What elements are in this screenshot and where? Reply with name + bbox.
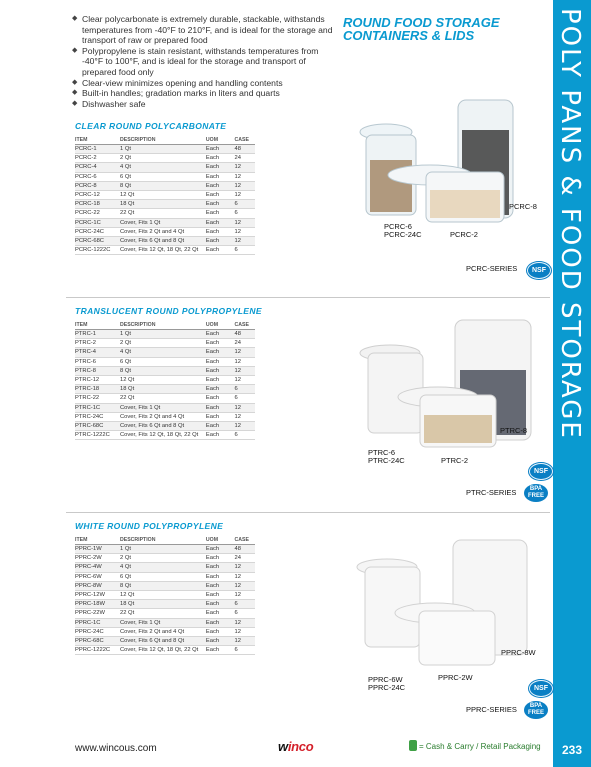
- table-row: [75, 600, 255, 609]
- table-cell-item: PCRC-24C: [75, 227, 120, 236]
- feature-item: ◆ Clear-view minimizes opening and handling contents: [72, 78, 334, 89]
- table-cell-uom: Each: [206, 366, 235, 375]
- table-row: [75, 236, 255, 245]
- table-cell-item: PCRC-12: [75, 190, 120, 199]
- table-cell-case: 12: [235, 163, 255, 172]
- table-cell-item: PPRC-12W: [75, 590, 120, 599]
- table-cell-uom: Each: [206, 646, 235, 655]
- table-cell-uom: Each: [206, 563, 235, 572]
- table-row: [75, 581, 255, 590]
- table-cell-uom: Each: [206, 163, 235, 172]
- feature-item: ◆ Polypropylene is stain resistant, withstands temperatures from -40°F to 100°F, and is ideal for the storage and transport of prepared food only: [72, 46, 334, 78]
- table-cell-uom: Each: [206, 172, 235, 181]
- photo-caption: PCRC-8: [509, 202, 537, 211]
- table-cell-case: 24: [235, 339, 255, 348]
- table-cell-uom: Each: [206, 431, 235, 440]
- table-cell-case: 6: [235, 609, 255, 618]
- table-cell-case: 12: [235, 636, 255, 645]
- table-cell-uom: Each: [206, 581, 235, 590]
- table-cell-item: PPRC-24C: [75, 627, 120, 636]
- feature-item: ◆ Clear polycarbonate is extremely durable, stackable, withstands temperatures from -40°F to 210°F, and is ideal for the storage and transport of raw or prepared food: [72, 14, 334, 46]
- table-cell-item: PTRC-2: [75, 339, 120, 348]
- table-cell-uom: Each: [206, 190, 235, 199]
- table-cell-item: PCRC-68C: [75, 236, 120, 245]
- table-cell-case: 12: [235, 227, 255, 236]
- table-cell-description: 8 Qt: [120, 581, 206, 590]
- product-table: [75, 137, 255, 255]
- table-cell-uom: Each: [206, 200, 235, 209]
- table-cell-description: Cover, Fits 12 Qt, 18 Qt, 22 Qt: [120, 646, 206, 655]
- photo-caption: PPRC-6W PPRC-24C: [368, 675, 406, 692]
- table-cell-item: PCRC-6: [75, 172, 120, 181]
- table-cell-item: PTRC-8: [75, 366, 120, 375]
- table-row: [75, 375, 255, 384]
- table-cell-case: 12: [235, 172, 255, 181]
- table-row: [75, 181, 255, 190]
- table-cell-uom: Each: [206, 590, 235, 599]
- series-label: PPRC-SERIES: [466, 705, 517, 714]
- table-cell-item: PPRC-1C: [75, 618, 120, 627]
- table-cell-description: 1 Qt: [120, 545, 206, 554]
- table-cell-item: PTRC-24C: [75, 412, 120, 421]
- table-cell-case: 12: [235, 357, 255, 366]
- table-row: [75, 163, 255, 172]
- table-row: [75, 636, 255, 645]
- table-cell-item: PCRC-2: [75, 154, 120, 163]
- table-cell-description: Cover, Fits 1 Qt: [120, 403, 206, 412]
- table-cell-uom: Each: [206, 246, 235, 255]
- table-cell-description: Cover, Fits 1 Qt: [120, 218, 206, 227]
- table-cell-description: 2 Qt: [120, 339, 206, 348]
- table-row: [75, 339, 255, 348]
- table-row: [75, 145, 255, 154]
- table-cell-description: Cover, Fits 2 Qt and 4 Qt: [120, 227, 206, 236]
- series-label: PTRC-SERIES: [466, 488, 517, 497]
- column-header-case: CASE: [235, 137, 255, 145]
- table-cell-description: 4 Qt: [120, 348, 206, 357]
- contents-shape: [424, 415, 492, 443]
- table-cell-item: PTRC-1222C: [75, 431, 120, 440]
- cash-carry-legend: = Cash & Carry / Retail Packaging: [419, 742, 541, 751]
- bpa-free-badge: BPA FREE: [524, 484, 548, 502]
- table-cell-uom: Each: [206, 339, 235, 348]
- table-cell-item: PTRC-22: [75, 394, 120, 403]
- table-cell-description: 22 Qt: [120, 394, 206, 403]
- table-header-row: [75, 537, 255, 545]
- feature-item: ◆ Dishwasher safe: [72, 99, 334, 110]
- table-cell-item: PPRC-4W: [75, 563, 120, 572]
- table-cell-description: 1 Qt: [120, 145, 206, 154]
- table-cell-item: PTRC-18: [75, 385, 120, 394]
- table-cell-uom: Each: [206, 600, 235, 609]
- table-cell-description: 22 Qt: [120, 209, 206, 218]
- page-title: [343, 16, 543, 42]
- table-cell-description: 6 Qt: [120, 357, 206, 366]
- table-row: [75, 403, 255, 412]
- column-header-description: DESCRIPTION: [120, 537, 206, 545]
- table-cell-case: 12: [235, 618, 255, 627]
- table-cell-uom: Each: [206, 181, 235, 190]
- table-cell-item: PPRC-1W: [75, 545, 120, 554]
- table-cell-case: 12: [235, 375, 255, 384]
- column-header-case: CASE: [235, 537, 255, 545]
- column-header-uom: UOM: [206, 137, 235, 145]
- table-cell-case: 6: [235, 431, 255, 440]
- table-cell-description: 6 Qt: [120, 572, 206, 581]
- section-divider: [66, 512, 550, 513]
- table-row: [75, 431, 255, 440]
- table-row: [75, 627, 255, 636]
- photo-caption: PTRC-2: [441, 456, 469, 465]
- product-table: [75, 322, 255, 440]
- bpa-free-badge: BPA FREE: [524, 701, 548, 719]
- feature-item: ◆ Built-in handles; gradation marks in liters and quarts: [72, 88, 334, 99]
- table-row: [75, 385, 255, 394]
- table-cell-case: 12: [235, 563, 255, 572]
- table-cell-item: PPRC-22W: [75, 609, 120, 618]
- table-cell-uom: Each: [206, 209, 235, 218]
- container-shape: [419, 611, 495, 665]
- table-cell-uom: Each: [206, 330, 235, 339]
- table-row: [75, 209, 255, 218]
- table-header-row: [75, 137, 255, 145]
- table-row: [75, 563, 255, 572]
- table-cell-case: 6: [235, 646, 255, 655]
- photo-caption: PCRC-6 PCRC-24C: [384, 222, 422, 239]
- table-cell-case: 12: [235, 627, 255, 636]
- table-cell-item: PCRC-8: [75, 181, 120, 190]
- table-cell-description: 8 Qt: [120, 181, 206, 190]
- table-row: [75, 357, 255, 366]
- table-row: [75, 330, 255, 339]
- contents-shape: [430, 190, 500, 218]
- table-cell-case: 12: [235, 190, 255, 199]
- table-cell-item: PCRC-1: [75, 145, 120, 154]
- table-cell-case: 6: [235, 200, 255, 209]
- table-row: [75, 394, 255, 403]
- table-cell-case: 6: [235, 246, 255, 255]
- table-cell-case: 12: [235, 581, 255, 590]
- column-header-case: CASE: [235, 322, 255, 330]
- table-row: [75, 421, 255, 430]
- table-cell-description: 6 Qt: [120, 172, 206, 181]
- photo-caption: PCRC-2: [450, 230, 478, 239]
- photo-caption: PTRC-6 PTRC-24C: [368, 448, 405, 465]
- table-cell-item: PCRC-18: [75, 200, 120, 209]
- table-cell-item: PCRC-1C: [75, 218, 120, 227]
- table-cell-description: 8 Qt: [120, 366, 206, 375]
- table-cell-case: 6: [235, 394, 255, 403]
- table-cell-description: 22 Qt: [120, 609, 206, 618]
- table-row: [75, 154, 255, 163]
- table-cell-item: PTRC-12: [75, 375, 120, 384]
- table-cell-uom: Each: [206, 609, 235, 618]
- table-header-row: [75, 322, 255, 330]
- winco-logo: winco: [278, 739, 314, 754]
- table-cell-case: 24: [235, 154, 255, 163]
- table-cell-case: 12: [235, 403, 255, 412]
- table-cell-item: PPRC-8W: [75, 581, 120, 590]
- table-cell-item: PPRC-1222C: [75, 646, 120, 655]
- table-row: [75, 246, 255, 255]
- table-cell-uom: Each: [206, 227, 235, 236]
- table-cell-item: PCRC-4: [75, 163, 120, 172]
- table-cell-description: 2 Qt: [120, 154, 206, 163]
- website-url: www.wincous.com: [75, 743, 157, 754]
- page-number: 233: [561, 743, 583, 757]
- table-cell-case: 6: [235, 209, 255, 218]
- table-row: [75, 554, 255, 563]
- series-label: PCRC-SERIES: [466, 264, 518, 273]
- table-cell-case: 12: [235, 181, 255, 190]
- section-title: CLEAR ROUND POLYCARBONATE: [75, 121, 227, 131]
- table-cell-description: 18 Qt: [120, 385, 206, 394]
- table-cell-uom: Each: [206, 403, 235, 412]
- table-cell-case: 12: [235, 421, 255, 430]
- table-cell-description: 18 Qt: [120, 200, 206, 209]
- table-row: [75, 218, 255, 227]
- table-cell-uom: Each: [206, 145, 235, 154]
- table-cell-uom: Each: [206, 375, 235, 384]
- table-row: [75, 572, 255, 581]
- table-cell-item: PPRC-6W: [75, 572, 120, 581]
- table-cell-case: 12: [235, 366, 255, 375]
- table-cell-item: PPRC-68C: [75, 636, 120, 645]
- table-cell-uom: Each: [206, 636, 235, 645]
- table-cell-description: Cover, Fits 2 Qt and 4 Qt: [120, 412, 206, 421]
- table-cell-description: 18 Qt: [120, 600, 206, 609]
- photo-caption: PPRC-8W: [501, 648, 536, 657]
- table-cell-case: 48: [235, 545, 255, 554]
- column-header-uom: UOM: [206, 537, 235, 545]
- cash-carry-bag-icon: [409, 740, 417, 751]
- nsf-badge: NSF: [529, 463, 553, 480]
- table-cell-description: Cover, Fits 2 Qt and 4 Qt: [120, 627, 206, 636]
- table-row: [75, 646, 255, 655]
- column-header-item: ITEM: [75, 322, 120, 330]
- photo-caption: PTRC-8: [500, 426, 528, 435]
- table-cell-description: Cover, Fits 12 Qt, 18 Qt, 22 Qt: [120, 431, 206, 440]
- table-cell-case: 24: [235, 554, 255, 563]
- section-divider: [66, 297, 550, 298]
- table-cell-case: 12: [235, 572, 255, 581]
- table-cell-item: PTRC-4: [75, 348, 120, 357]
- section-title: TRANSLUCENT ROUND POLYPROPYLENE: [75, 306, 262, 316]
- table-cell-uom: Each: [206, 412, 235, 421]
- table-cell-uom: Each: [206, 554, 235, 563]
- table-cell-description: 4 Qt: [120, 563, 206, 572]
- feature-list: [72, 14, 334, 109]
- table-cell-case: 48: [235, 145, 255, 154]
- table-row: [75, 609, 255, 618]
- table-cell-uom: Each: [206, 236, 235, 245]
- table-cell-uom: Each: [206, 394, 235, 403]
- table-cell-description: Cover, Fits 12 Qt, 18 Qt, 22 Qt: [120, 246, 206, 255]
- table-row: [75, 190, 255, 199]
- table-row: [75, 618, 255, 627]
- table-cell-uom: Each: [206, 154, 235, 163]
- table-cell-uom: Each: [206, 357, 235, 366]
- column-header-uom: UOM: [206, 322, 235, 330]
- table-cell-uom: Each: [206, 627, 235, 636]
- table-cell-item: PTRC-1C: [75, 403, 120, 412]
- column-header-description: DESCRIPTION: [120, 137, 206, 145]
- table-cell-uom: Each: [206, 572, 235, 581]
- table-cell-case: 12: [235, 218, 255, 227]
- table-cell-description: 12 Qt: [120, 590, 206, 599]
- nsf-badge: NSF: [527, 262, 551, 279]
- table-row: [75, 590, 255, 599]
- table-cell-uom: Each: [206, 218, 235, 227]
- page-title-line: ROUND FOOD STORAGE: [343, 15, 500, 30]
- table-cell-description: 4 Qt: [120, 163, 206, 172]
- table-cell-case: 6: [235, 385, 255, 394]
- table-cell-item: PCRC-1222C: [75, 246, 120, 255]
- table-cell-case: 48: [235, 330, 255, 339]
- table-cell-item: PPRC-18W: [75, 600, 120, 609]
- table-row: [75, 366, 255, 375]
- table-cell-item: PTRC-68C: [75, 421, 120, 430]
- page-title-line: CONTAINERS & LIDS: [343, 28, 475, 43]
- table-cell-description: 1 Qt: [120, 330, 206, 339]
- table-row: [75, 545, 255, 554]
- column-header-description: DESCRIPTION: [120, 322, 206, 330]
- table-cell-description: Cover, Fits 1 Qt: [120, 618, 206, 627]
- table-cell-case: 12: [235, 348, 255, 357]
- table-cell-description: 12 Qt: [120, 375, 206, 384]
- table-cell-description: Cover, Fits 6 Qt and 8 Qt: [120, 636, 206, 645]
- table-cell-case: 12: [235, 590, 255, 599]
- table-cell-description: Cover, Fits 6 Qt and 8 Qt: [120, 236, 206, 245]
- column-header-item: ITEM: [75, 537, 120, 545]
- table-row: [75, 348, 255, 357]
- table-cell-description: 12 Qt: [120, 190, 206, 199]
- nsf-badge: NSF: [529, 680, 553, 697]
- table-cell-case: 6: [235, 600, 255, 609]
- table-cell-case: 12: [235, 236, 255, 245]
- section-title: WHITE ROUND POLYPROPYLENE: [75, 521, 224, 531]
- product-table: [75, 537, 255, 655]
- table-cell-description: 2 Qt: [120, 554, 206, 563]
- table-cell-uom: Each: [206, 618, 235, 627]
- photo-caption: PPRC-2W: [438, 673, 473, 682]
- table-cell-uom: Each: [206, 421, 235, 430]
- table-cell-uom: Each: [206, 545, 235, 554]
- table-cell-item: PCRC-22: [75, 209, 120, 218]
- table-row: [75, 227, 255, 236]
- table-row: [75, 200, 255, 209]
- product-photo-polycarbonate: [358, 90, 523, 240]
- table-cell-case: 12: [235, 412, 255, 421]
- table-cell-item: PPRC-2W: [75, 554, 120, 563]
- table-cell-item: PTRC-1: [75, 330, 120, 339]
- column-header-item: ITEM: [75, 137, 120, 145]
- table-cell-uom: Each: [206, 385, 235, 394]
- table-cell-uom: Each: [206, 348, 235, 357]
- table-row: [75, 412, 255, 421]
- table-cell-description: Cover, Fits 6 Qt and 8 Qt: [120, 421, 206, 430]
- table-row: [75, 172, 255, 181]
- sidebar-title: POLY PANS & FOOD STORAGE: [555, 8, 585, 440]
- table-cell-item: PTRC-6: [75, 357, 120, 366]
